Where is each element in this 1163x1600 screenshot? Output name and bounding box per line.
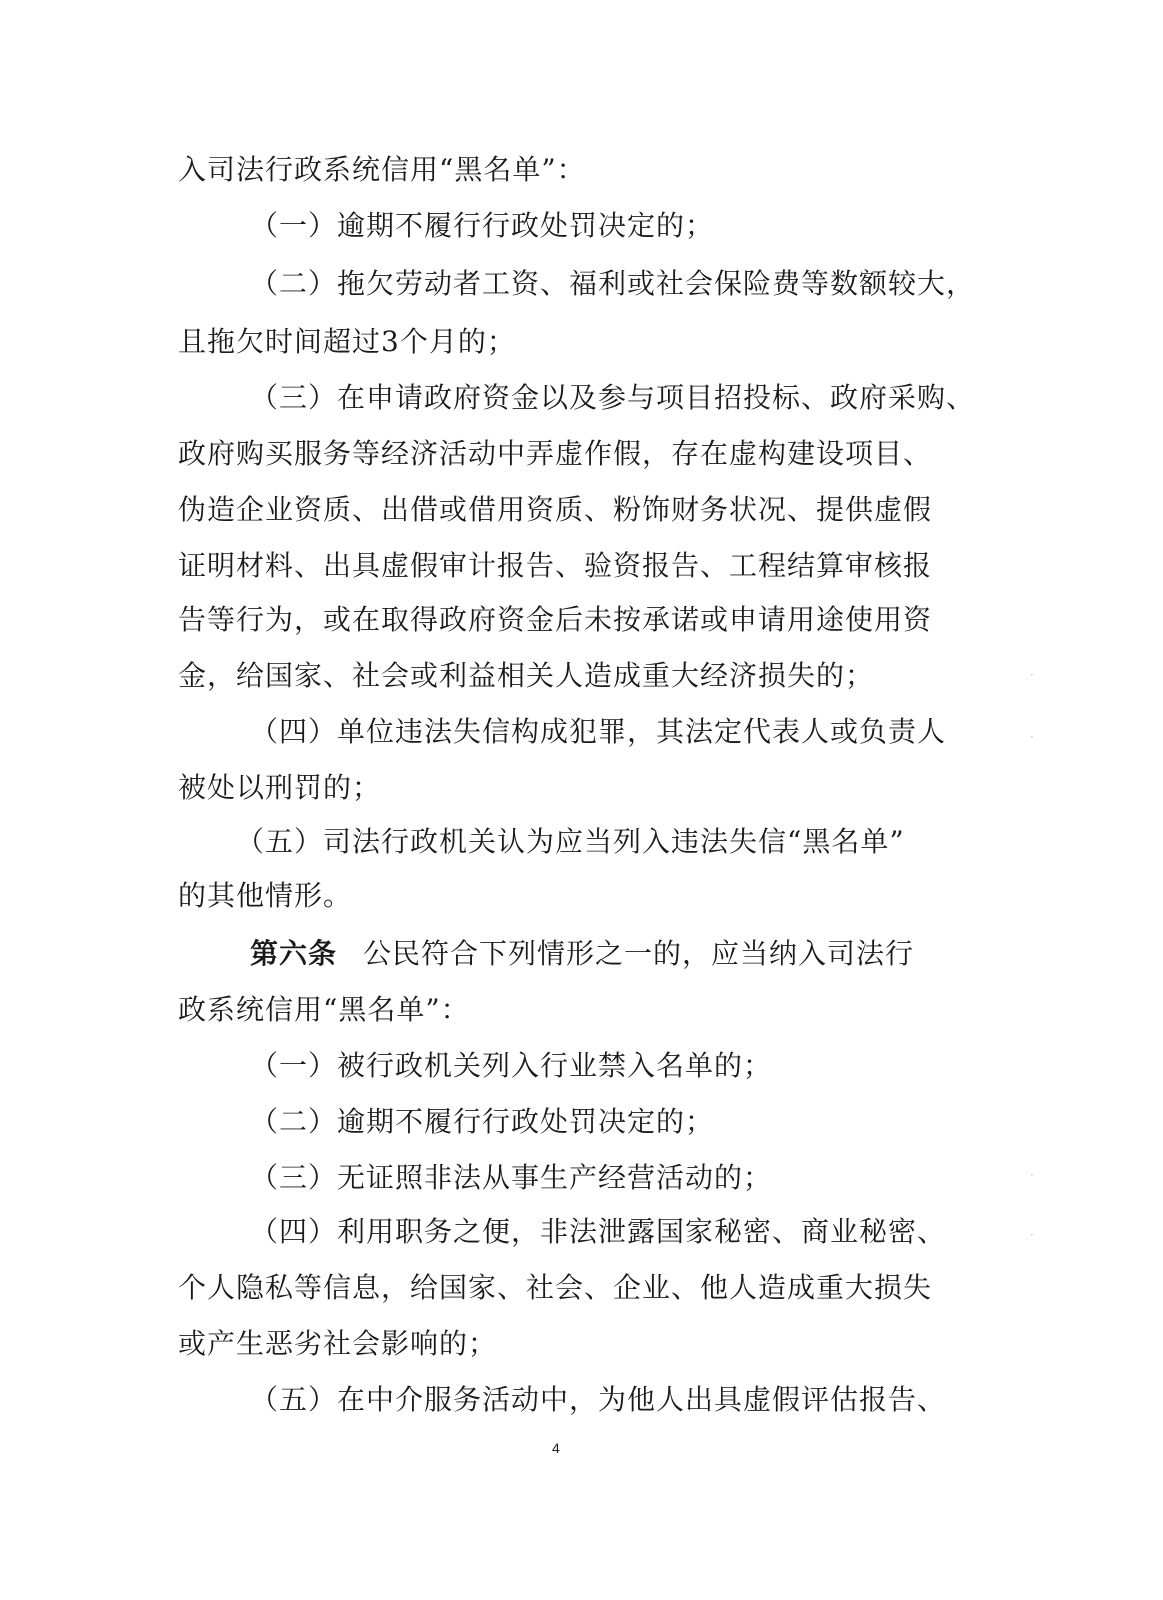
text-line-13: （五）司法行政机关认为应当列入违法失信“黑名单” bbox=[236, 825, 905, 858]
text-line-18: （二）逾期不履行行政处罚决定的； bbox=[250, 1105, 715, 1138]
text-line-12: 被处以刑罚的； bbox=[178, 771, 382, 804]
article-6-text: 公民符合下列情形之一的，应当纳入司法行 bbox=[363, 937, 915, 970]
text-line-21: 个人隐私等信息，给国家、社会、企业、他人造成重大损失 bbox=[178, 1271, 933, 1304]
text-line-2: （一）逾期不履行行政处罚决定的； bbox=[250, 209, 715, 242]
text-line-11: （四）单位违法失信构成犯罪，其法定代表人或负责人 bbox=[250, 715, 947, 748]
scan-speck: · bbox=[1030, 668, 1034, 682]
text-line-1: 入司法行政系统信用“黑名单”： bbox=[178, 153, 586, 186]
scan-speck: · bbox=[1030, 730, 1034, 744]
text-line-10: 金，给国家、社会或利益相关人造成重大经济损失的； bbox=[178, 659, 875, 692]
text-line-8: 证明材料、出具虚假审计报告、验资报告、工程结算审核报 bbox=[178, 549, 933, 582]
text-line-17: （一）被行政机关列入行业禁入名单的； bbox=[250, 1049, 773, 1082]
text-line-19: （三）无证照非法从事生产经营活动的； bbox=[250, 1161, 773, 1194]
text-line-23: （五）在中介服务活动中，为他人出具虚假评估报告、 bbox=[250, 1383, 947, 1416]
text-line-5: （三）在申请政府资金以及参与项目招投标、政府采购、 bbox=[250, 381, 976, 414]
text-line-16: 政系统信用“黑名单”： bbox=[178, 993, 470, 1026]
text-line-20: （四）利用职务之便，非法泄露国家秘密、商业秘密、 bbox=[250, 1215, 947, 1248]
text-line-9: 告等行为，或在取得政府资金后未按承诺或申请用途使用资 bbox=[178, 603, 933, 636]
text-line-14: 的其他情形。 bbox=[178, 879, 353, 912]
text-line-6: 政府购买服务等经济活动中弄虚作假，存在虚构建设项目、 bbox=[178, 437, 933, 470]
scan-speck: · bbox=[1030, 1228, 1034, 1242]
scan-speck: · bbox=[1030, 1168, 1034, 1182]
text-line-3: （二）拖欠劳动者工资、福利或社会保险费等数额较大， bbox=[250, 267, 976, 300]
text-line-4: 且拖欠时间超过3个月的； bbox=[178, 325, 516, 358]
page-number: 4 bbox=[552, 1440, 560, 1456]
text-line-7: 伪造企业资质、出借或借用资质、粉饰财务状况、提供虚假 bbox=[178, 493, 933, 526]
text-line-22: 或产生恶劣社会影响的； bbox=[178, 1327, 498, 1360]
article-6-line bbox=[250, 934, 914, 974]
article-6-heading: 第六条 bbox=[250, 937, 338, 970]
